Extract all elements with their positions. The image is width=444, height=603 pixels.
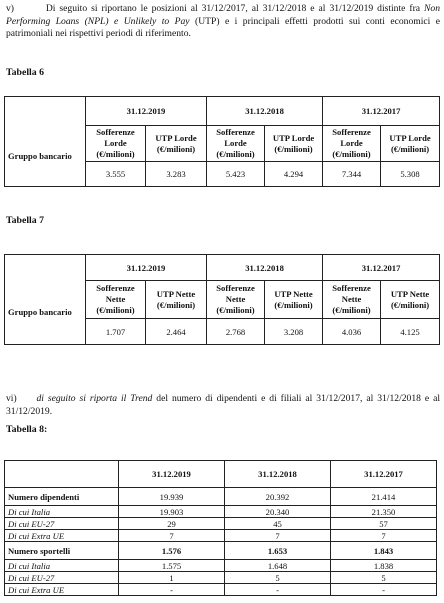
- table7-title: Tabella 7: [6, 215, 45, 226]
- table8-cell: 19.939: [119, 488, 225, 506]
- table8-row-label: Di cui EU-27: [5, 518, 119, 530]
- table6-col-header: UTP Lorde (€/milioni): [146, 126, 207, 162]
- paragraph-italic: di seguito si riporta il Trend: [36, 393, 153, 404]
- table8-row-label: Di cui Italia: [5, 560, 119, 572]
- table8-cell: 21.350: [331, 506, 437, 518]
- table6-cell: 4.294: [265, 162, 323, 187]
- table-row: [5, 530, 437, 542]
- table-row: [5, 506, 437, 518]
- table6: [4, 96, 440, 187]
- table7-cell: 2.464: [146, 319, 207, 345]
- table6-cell: 5.423: [207, 162, 265, 187]
- table7-col-header: UTP Nette (€/milioni): [146, 281, 207, 319]
- table-row: [5, 542, 437, 560]
- table8-cell: 1: [119, 572, 225, 584]
- table8-row-label: Di cui Italia: [5, 506, 119, 518]
- paragraph-text: Di seguito si riportano le posizioni al 31/12/2017, al 31/12/2018 e al 31/12/2019 distinte fra: [45, 3, 425, 14]
- table6-row-label: Gruppo bancario: [5, 126, 86, 187]
- table-row: [5, 584, 437, 596]
- table8-row-label: Di cui Extra UE: [5, 584, 119, 596]
- table8-cell: 45: [225, 518, 331, 530]
- table7-year-header: 31.12.2017: [323, 255, 440, 281]
- table6-cell: 3.283: [146, 162, 207, 187]
- table8-row-label: Di cui Extra UE: [5, 530, 119, 542]
- table8-cell: 5: [225, 572, 331, 584]
- table7-col-header: UTP Nette (€/milioni): [265, 281, 323, 319]
- table8: [4, 460, 437, 596]
- table8-row-label: Di cui EU-27: [5, 572, 119, 584]
- table6-col-header: UTP Lorde (€/milioni): [381, 126, 440, 162]
- table8-year-header: 31.12.2019: [119, 461, 225, 488]
- table8-cell: 7: [225, 530, 331, 542]
- table7-cell: 3.208: [265, 319, 323, 345]
- table7-cell: 2.768: [207, 319, 265, 345]
- table8-cell: 1.843: [331, 542, 437, 560]
- table8-row-label: Numero sportelli: [5, 542, 119, 560]
- table8-row-label: Numero dipendenti: [5, 488, 119, 506]
- table8-cell: 20.392: [225, 488, 331, 506]
- table8-cell: 29: [119, 518, 225, 530]
- paragraph-marker: vi): [6, 393, 17, 404]
- table6-year-header: 31.12.2018: [207, 97, 323, 126]
- table8-cell: 1.575: [119, 560, 225, 572]
- table8-cell: -: [119, 584, 225, 596]
- table6-year-header: 31.12.2017: [323, 97, 440, 126]
- table6-cell: 5.308: [381, 162, 440, 187]
- table8-cell: 20.340: [225, 506, 331, 518]
- paragraph-v: [6, 3, 440, 41]
- table8-cell: -: [331, 584, 437, 596]
- table-row: [5, 518, 437, 530]
- table8-cell: -: [225, 584, 331, 596]
- table-row: [5, 572, 437, 584]
- table7-cell: 4.125: [381, 319, 440, 345]
- table6-cell: 7.344: [323, 162, 381, 187]
- table7: [4, 254, 440, 345]
- table6-col-header: Sofferenze Lorde (€/milioni): [207, 126, 265, 162]
- table7-col-header: Sofferenze Nette (€/milioni): [323, 281, 381, 319]
- table8-cell: 57: [331, 518, 437, 530]
- table8-cell: 1.653: [225, 542, 331, 560]
- table6-year-header: 31.12.2019: [86, 97, 207, 126]
- table8-cell: 7: [331, 530, 437, 542]
- table8-cell: 7: [119, 530, 225, 542]
- table8-year-header: 31.12.2017: [331, 461, 437, 488]
- table8-title: Tabella 8:: [6, 424, 48, 435]
- table8-cell: 1.576: [119, 542, 225, 560]
- paragraph-text: (UTP) e i principali effetti prodotti sui conti economici e patrimoniali nei rispettivi periodi di riferimento.: [6, 15, 441, 40]
- table6-title: Tabella 6: [6, 67, 45, 78]
- table7-cell: 1.707: [86, 319, 146, 345]
- paragraph-vi: [6, 393, 440, 418]
- table6-cell: 3.555: [86, 162, 146, 187]
- table7-year-header: 31.12.2018: [207, 255, 323, 281]
- table7-year-header: 31.12.2019: [86, 255, 207, 281]
- paragraph-text: del numero di dipendenti e di filiali al 31/12/2017, al 31/12/2018 e al 31/12/2019.: [6, 393, 441, 417]
- table7-row-label: Gruppo bancario: [5, 281, 86, 345]
- paragraph-italic: Non Performing Loans (NPL) e Unlikely to Pay: [6, 3, 441, 27]
- table7-col-header: UTP Nette (€/milioni): [381, 281, 440, 319]
- table8-cell: 1.838: [331, 560, 437, 572]
- table8-cell: 19.903: [119, 506, 225, 518]
- table8-cell: 21.414: [331, 488, 437, 506]
- table7-cell: 4.036: [323, 319, 381, 345]
- table8-year-header: 31.12.2018: [225, 461, 331, 488]
- table6-col-header: UTP Lorde (€/milioni): [265, 126, 323, 162]
- table8-cell: 1.648: [225, 560, 331, 572]
- table7-col-header: Sofferenze Nette (€/milioni): [207, 281, 265, 319]
- table6-col-header: Sofferenze Lorde (€/milioni): [86, 126, 146, 162]
- table-row: [5, 488, 437, 506]
- table8-cell: 5: [331, 572, 437, 584]
- table-row: [5, 560, 437, 572]
- table6-col-header: Sofferenze Lorde (€/milioni): [323, 126, 381, 162]
- table7-col-header: Sofferenze Nette (€/milioni): [86, 281, 146, 319]
- paragraph-marker: v): [6, 3, 14, 14]
